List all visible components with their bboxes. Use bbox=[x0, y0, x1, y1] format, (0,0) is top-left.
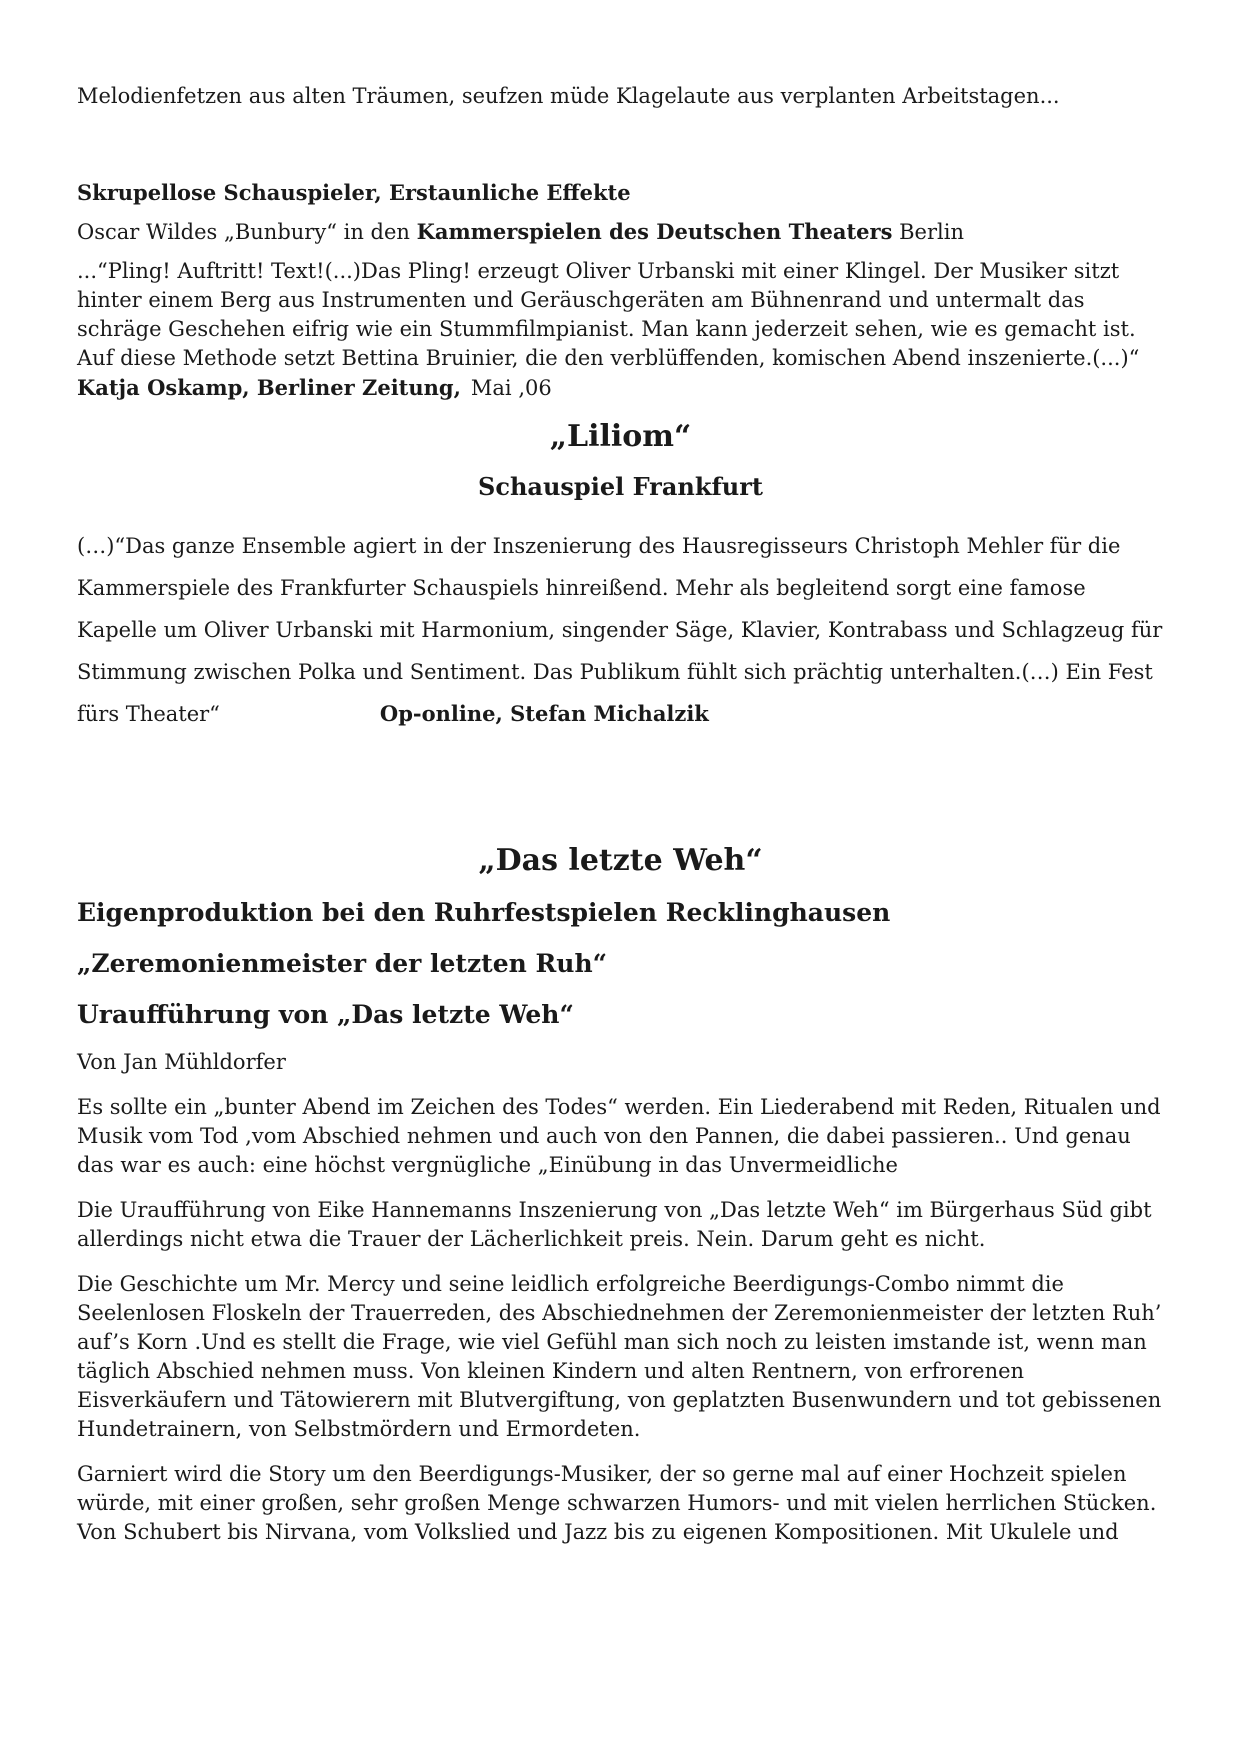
weh-paragraph-4: Garniert wird die Story um den Beerdigungs-Musiker, der so gerne mal auf einer Hochzeit spielen würde, mit einer großen, sehr großen Menge schwarzen Humors- und mit vielen herrlichen Stücken. Von Schubert bis Nirvana, vom Volkslied und Jazz bis zu eigenen Kompositionen. Mit Ukulele und bbox=[77, 1462, 1157, 1544]
bunbury-heading: Skrupellose Schauspieler, Erstaunliche Effekte bbox=[77, 180, 631, 205]
bunbury-subtitle-post: Berlin bbox=[892, 220, 964, 244]
weh-paragraph-3: Die Geschichte um Mr. Mercy und seine leidlich erfolgreiche Beerdigungs-Combo nimmt die Seelenlosen Floskeln der Trauerreden, des Abschiednehmen der Zeremonienmeister der letzten Ruh’ auf’s Korn .Und es stellt die Frage, wie viel Gefühl man sich noch zu leisten imstande ist, wenn man täglich Abschied nehmen muss. Von kleinen Kindern und alten Rentnern, von erfrorenen Eisverkäufern und Tätowierern mit Blutvergiftung, von geplatzten Busenwundern und tot gebissenen Hundetrainern, von Selbstmördern und Ermordeten. bbox=[77, 1272, 1162, 1441]
liliom-review bbox=[77, 417, 1164, 735]
bunbury-date: Mai ,06 bbox=[470, 376, 552, 400]
weh-title: „Das letzte Weh“ bbox=[478, 843, 763, 878]
weh-author: Von Jan Mühldorfer bbox=[77, 1050, 286, 1074]
liliom-title: „Liliom“ bbox=[549, 419, 692, 454]
bunbury-review bbox=[77, 178, 1164, 403]
liliom-quote-text: (…)“Das ganze Ensemble agiert in der Inszenierung des Hausregisseurs Christoph Mehler für die Kammerspiele des Frankfurter Schauspiels hinreißend. Mehr als begleitend sorgt eine famose Kapelle um Oliver Urbanski mit Harmonium, singender Säge, Klavier, Kontrabass und Schlagzeug für Stimmung zwischen Polka und Sentiment. Das Publikum fühlt sich prächtig unterhalten.(…) Ein Fest fürs Theater“ bbox=[77, 534, 1163, 726]
liliom-source: Op-online, Stefan Michalzik bbox=[379, 701, 709, 726]
bunbury-quote bbox=[77, 257, 1164, 403]
bunbury-subtitle bbox=[77, 217, 1164, 247]
weh-heading-premiere: Uraufführung von „Das letzte Weh“ bbox=[77, 1000, 574, 1029]
bunbury-quote-text: ...“Pling! Auftritt! Text!(...)Das Pling! erzeugt Oliver Urbanski mit einer Klingel. Der Musiker sitzt hinter einem Berg aus Instrumenten und Geräuschgeräten am Bühnenrand und untermalt das schräge Geschehen eifrig wie ein Stummfilmpianist. Man kann jederzeit sehen, wie es gemacht ist. Auf diese Methode setzt Bettina Bruinier, die den verblüffenden, komischen Abend inszenierte.(...)“ bbox=[77, 259, 1140, 370]
bunbury-source: Katja Oskamp, Berliner Zeitung, bbox=[77, 375, 461, 400]
weh-review bbox=[77, 841, 1164, 1547]
weh-paragraph-1: Es sollte ein „bunter Abend im Zeichen des Todes“ werden. Ein Liederabend mit Reden, Ritualen und Musik vom Tod ,vom Abschied nehmen und auch von den Pannen, die dabei passieren.. Und genau das war es auch: eine höchst vergnügliche „Einübung in das Unvermeidliche bbox=[77, 1095, 1161, 1177]
liliom-venue: Schauspiel Frankfurt bbox=[478, 472, 763, 501]
bunbury-subtitle-pre: Oscar Wildes „Bunbury“ in den bbox=[77, 220, 417, 244]
weh-heading-quote: „Zeremonienmeister der letzten Ruh“ bbox=[77, 949, 608, 978]
bunbury-subtitle-venue: Kammerspielen des Deutschen Theaters bbox=[416, 219, 893, 244]
intro-line: Melodienfetzen aus alten Träumen, seufzen müde Klagelaute aus verplanten Arbeitstagen... bbox=[77, 84, 1060, 108]
liliom-quote bbox=[77, 525, 1164, 735]
weh-paragraph-2: Die Uraufführung von Eike Hannemanns Inszenierung von „Das letzte Weh“ im Bürgerhaus Süd gibt allerdings nicht etwa die Trauer der Lächerlichkeit preis. Nein. Darum geht es nicht. bbox=[77, 1198, 1152, 1251]
weh-heading-festival: Eigenproduktion bei den Ruhrfestspielen Recklinghausen bbox=[77, 898, 891, 927]
